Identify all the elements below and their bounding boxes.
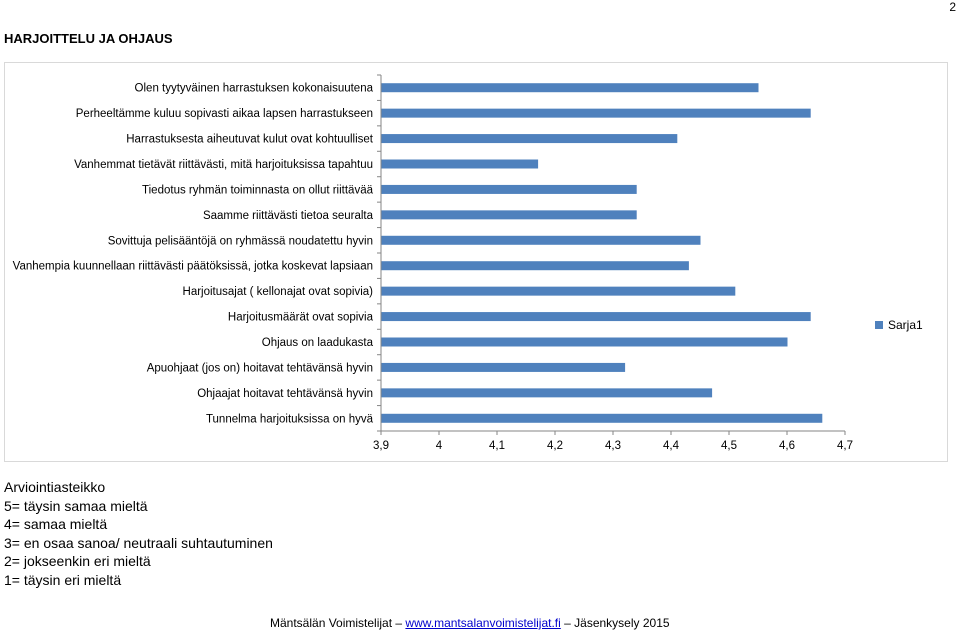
footer-suffix: – Jäsenkysely 2015 (564, 616, 670, 630)
bar (382, 160, 539, 169)
x-tick-label: 4,7 (837, 440, 853, 452)
bar (382, 338, 788, 347)
category-label: Vanhempia kuunnellaan riittävästi päätöksissä, jotka koskevat lapsiaan (12, 260, 373, 273)
category-label: Ohjaus on laadukasta (261, 337, 373, 349)
x-tick-label: 3,9 (373, 440, 389, 452)
category-label: Vanhemmat tietävät riittävästi, mitä harjoituksissa tapahtuu (74, 159, 373, 171)
x-tick-label: 4,5 (721, 440, 737, 452)
bar-chart (5, 63, 949, 463)
rating-scale-item: 5= täysin samaa mieltä (4, 497, 148, 514)
rating-scale-item: 4= samaa mieltä (4, 516, 108, 532)
legend-swatch (875, 321, 883, 329)
bar (382, 414, 823, 423)
category-label: Harjoitusmäärät ovat sopivia (227, 311, 373, 324)
bar (382, 388, 713, 397)
chart-container (4, 62, 948, 462)
x-tick-label: 4,1 (489, 440, 505, 452)
bar (382, 185, 637, 194)
bar (382, 363, 626, 372)
footer (270, 616, 670, 630)
bar (382, 236, 701, 245)
chart-legend (875, 318, 923, 332)
bar (382, 312, 811, 321)
bar (382, 287, 736, 296)
bar (382, 134, 678, 143)
bar (382, 210, 637, 219)
rating-scale (4, 478, 273, 589)
rating-scale-title: Arviointiasteikko (4, 479, 106, 495)
footer-prefix: Mäntsälän Voimistelijat – (270, 616, 403, 630)
x-tick-label: 4,6 (779, 440, 795, 452)
category-label: Ohjaajat hoitavat tehtävänsä hyvin (197, 387, 373, 400)
x-tick-label: 4 (435, 440, 443, 452)
footer-link[interactable]: www.mantsalanvoimistelijat.fi (405, 616, 561, 630)
category-label: Harjoitusajat ( kellonajat ovat sopivia) (182, 286, 373, 299)
x-tick-label: 4,4 (663, 440, 679, 452)
rating-scale-item: 1= täysin eri mieltä (4, 571, 122, 588)
rating-scale-item: 3= en osaa sanoa/ neutraali suhtautuminen (4, 534, 273, 551)
bar (382, 261, 689, 270)
category-label: Tiedotus ryhmän toiminnasta on ollut riittävää (142, 184, 373, 197)
category-label: Sovittuja pelisääntöjä on ryhmässä noudatettu hyvin (107, 235, 373, 248)
category-label: Saamme riittävästi tietoa seuralta (202, 209, 373, 222)
category-label: Olen tyytyväinen harrastuksen kokonaisuutena (134, 82, 373, 95)
rating-scale-item: 2= jokseenkin eri mieltä (4, 553, 151, 569)
category-label: Tunnelma harjoituksissa on hyvä (205, 413, 373, 426)
section-title: HARJOITTELU JA OHJAUS (4, 31, 173, 46)
category-label: Perheeltämme kuluu sopivasti aikaa lapsen harrastukseen (75, 108, 373, 121)
legend-label: Sarja1 (888, 318, 923, 332)
x-tick-label: 4,2 (547, 440, 563, 452)
bar (382, 83, 759, 92)
x-tick-label: 4,3 (605, 440, 621, 452)
bar (382, 109, 811, 118)
category-label: Harrastuksesta aiheutuvat kulut ovat kohtuulliset (126, 133, 373, 146)
category-label: Apuohjaat (jos on) hoitavat tehtävänsä hyvin (146, 362, 373, 375)
page-number: 2 (949, 0, 956, 14)
